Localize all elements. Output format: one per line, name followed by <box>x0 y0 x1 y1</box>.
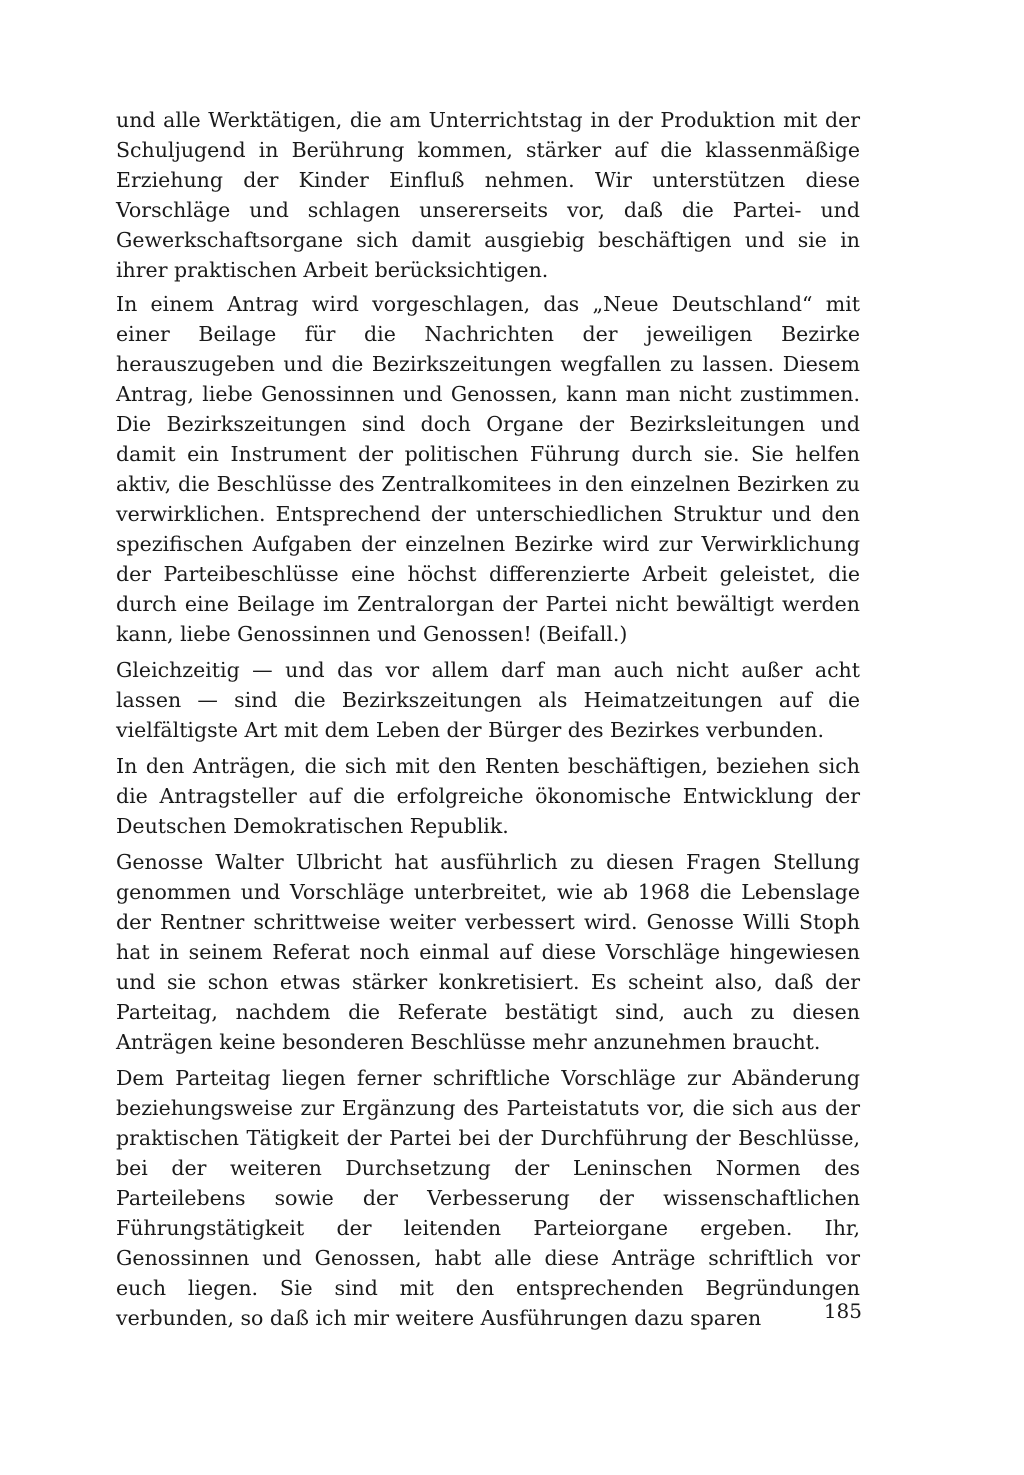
paragraph-6: Dem Parteitag liegen ferner schriftliche Vorschläge zur Abänderung beziehungsweise zur Ergänzung des Parteistatuts vor, die sich aus der praktischen Tätigkeit der Partei bei der Durchführung der Beschlüsse, bei der weiteren Durchsetzung der Leninschen Normen des Parteilebens sowie der Verbesserung der wissenschaftlichen Führungstätigkeit der leitenden Parteiorgane ergeben. Ihr, Genossinnen und Genossen, habt alle diese Anträge schriftlich vor euch liegen. Sie sind mit den entsprechenden Begründungen verbunden, so daß ich mir weitere Ausführungen dazu sparen <box>116 1066 860 1330</box>
paragraph-3: Gleichzeitig — und das vor allem darf man auch nicht außer acht lassen — sind die Bezirkszeitungen als Heimatzeitungen auf die vielfältigste Art mit dem Leben der Bürger des Bezirkes verbunden. <box>116 658 860 742</box>
paragraph-2: In einem Antrag wird vorgeschlagen, das „Neue Deutschland“ mit einer Beilage für die Nachrichten der jeweiligen Bezirke herauszugeben und die Bezirkszeitungen wegfallen zu lassen. Diesem Antrag, liebe Genossinnen und Genossen, kann man nicht zustimmen. Die Bezirkszeitungen sind doch Organe der Bezirksleitungen und damit ein Instrument der politischen Führung durch sie. Sie helfen aktiv, die Beschlüsse des Zentralkomitees in den einzelnen Bezirken zu verwirklichen. Entsprechend der unterschiedlichen Struktur und den spezifischen Aufgaben der einzelnen Bezirke wird zur Verwirklichung der Parteibeschlüsse eine höchst differenzierte Arbeit geleistet, die durch eine Beilage im Zentralorgan der Partei nicht bewältigt werden kann, liebe Genossinnen und Genossen! (Beifall.) <box>116 292 860 646</box>
page-number: 185 <box>823 1299 862 1323</box>
page-body <box>116 105 860 1339</box>
paragraph-5: Genosse Walter Ulbricht hat ausführlich zu diesen Fragen Stellung genommen und Vorschläge unterbreitet, wie ab 1968 die Lebenslage der Rentner schrittweise weiter verbessert wird. Genosse Willi Stoph hat in seinem Referat noch einmal auf diese Vorschläge hingewiesen und sie schon etwas stärker konkretisiert. Es scheint also, daß der Parteitag, nachdem die Referate bestätigt sind, auch zu diesen Anträgen keine besonderen Beschlüsse mehr anzunehmen braucht. <box>116 850 860 1054</box>
paragraph-1: und alle Werktätigen, die am Unterrichtstag in der Produktion mit der Schuljugend in Berührung kommen, stärker auf die klassenmäßige Erziehung der Kinder Einfluß nehmen. Wir unterstützen diese Vorschläge und schlagen unsererseits vor, daß die Partei- und Gewerkschaftsorgane sich damit ausgiebig beschäftigen und sie in ihrer praktischen Arbeit berücksichtigen. <box>116 108 860 282</box>
paragraph-4: In den Anträgen, die sich mit den Renten beschäftigen, beziehen sich die Antragsteller auf die erfolgreiche ökonomische Entwicklung der Deutschen Demokratischen Republik. <box>116 754 860 838</box>
